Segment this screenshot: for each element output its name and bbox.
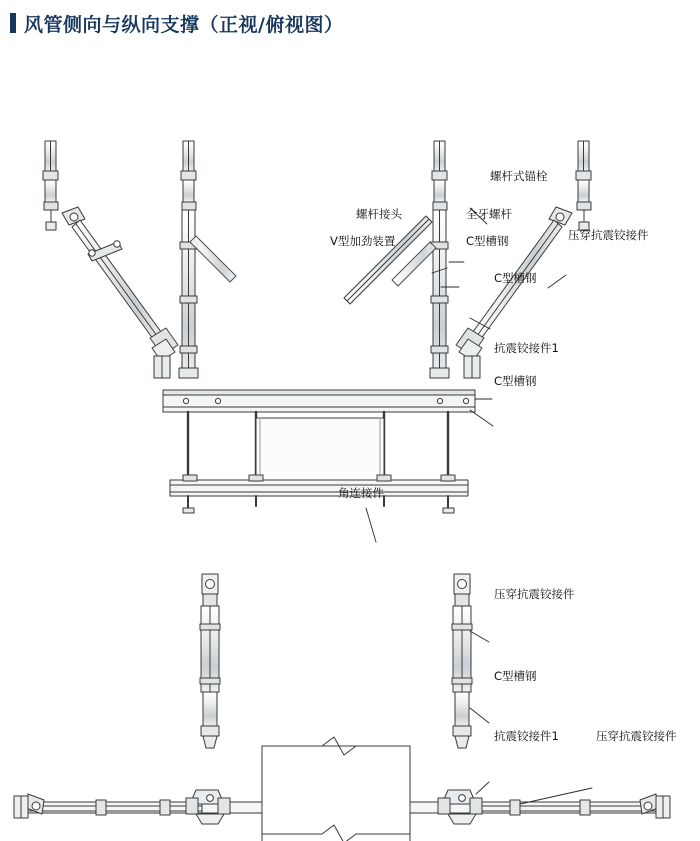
figure-top-view xyxy=(14,574,670,841)
label-full-thread-rod: 全牙螺杆 xyxy=(466,207,512,221)
page-header xyxy=(0,0,700,46)
hanger-right xyxy=(430,210,449,378)
top-view-hanger-right xyxy=(452,574,472,748)
page-title: 风管侧向与纵向支撑（正视/俯视图） xyxy=(24,13,344,36)
label-through-hinge-top: 压穿抗震铰接件 xyxy=(494,587,575,601)
label-anchor-bolt: 螺杆式锚栓 xyxy=(490,169,548,183)
label-angle-connector: 角连接件 xyxy=(338,486,384,500)
header-accent-bar xyxy=(10,13,16,33)
label-c-channel-diagonal: C型槽钢 xyxy=(494,271,537,285)
label-c-channel-beam: C型槽钢 xyxy=(494,374,537,388)
label-rod-joint: 螺杆接头 xyxy=(356,207,402,221)
label-c-channel-upper: C型槽钢 xyxy=(466,234,509,248)
label-v-stiffener: V型加劲装置 xyxy=(330,234,396,248)
lower-beam xyxy=(170,475,468,513)
anchor-assembly-left xyxy=(43,141,58,230)
label-seismic-hinge-1: 抗震铰接件1 xyxy=(494,341,559,355)
label-seismic-hinge-1b: 抗震铰接件1 xyxy=(494,729,559,743)
anchor-assembly-mid-left xyxy=(181,141,196,210)
top-view-end-anchor-right xyxy=(640,794,670,818)
label-through-hinge: 压穿抗震铰接件 xyxy=(568,228,649,242)
top-view-hanger-left xyxy=(200,574,220,748)
brace-inner-right-long xyxy=(448,216,536,304)
anchor-assembly-right xyxy=(576,141,591,230)
duct-body xyxy=(256,418,384,480)
brace-left-outer xyxy=(62,207,178,378)
hanger-left xyxy=(179,210,198,378)
label-c-channel-bottom: C型槽钢 xyxy=(494,669,537,683)
top-view-end-anchor-left xyxy=(14,794,44,818)
technical-drawing xyxy=(0,46,700,841)
anchor-assembly-mid-right xyxy=(432,141,447,210)
diagram-canvas xyxy=(0,46,700,841)
label-through-hinge-right: 压穿抗震铰接件 xyxy=(596,729,677,743)
leader-lines-top-view xyxy=(470,631,592,804)
top-view-duct xyxy=(262,737,410,841)
main-beam xyxy=(163,390,475,412)
brace-left-inner xyxy=(190,236,236,282)
